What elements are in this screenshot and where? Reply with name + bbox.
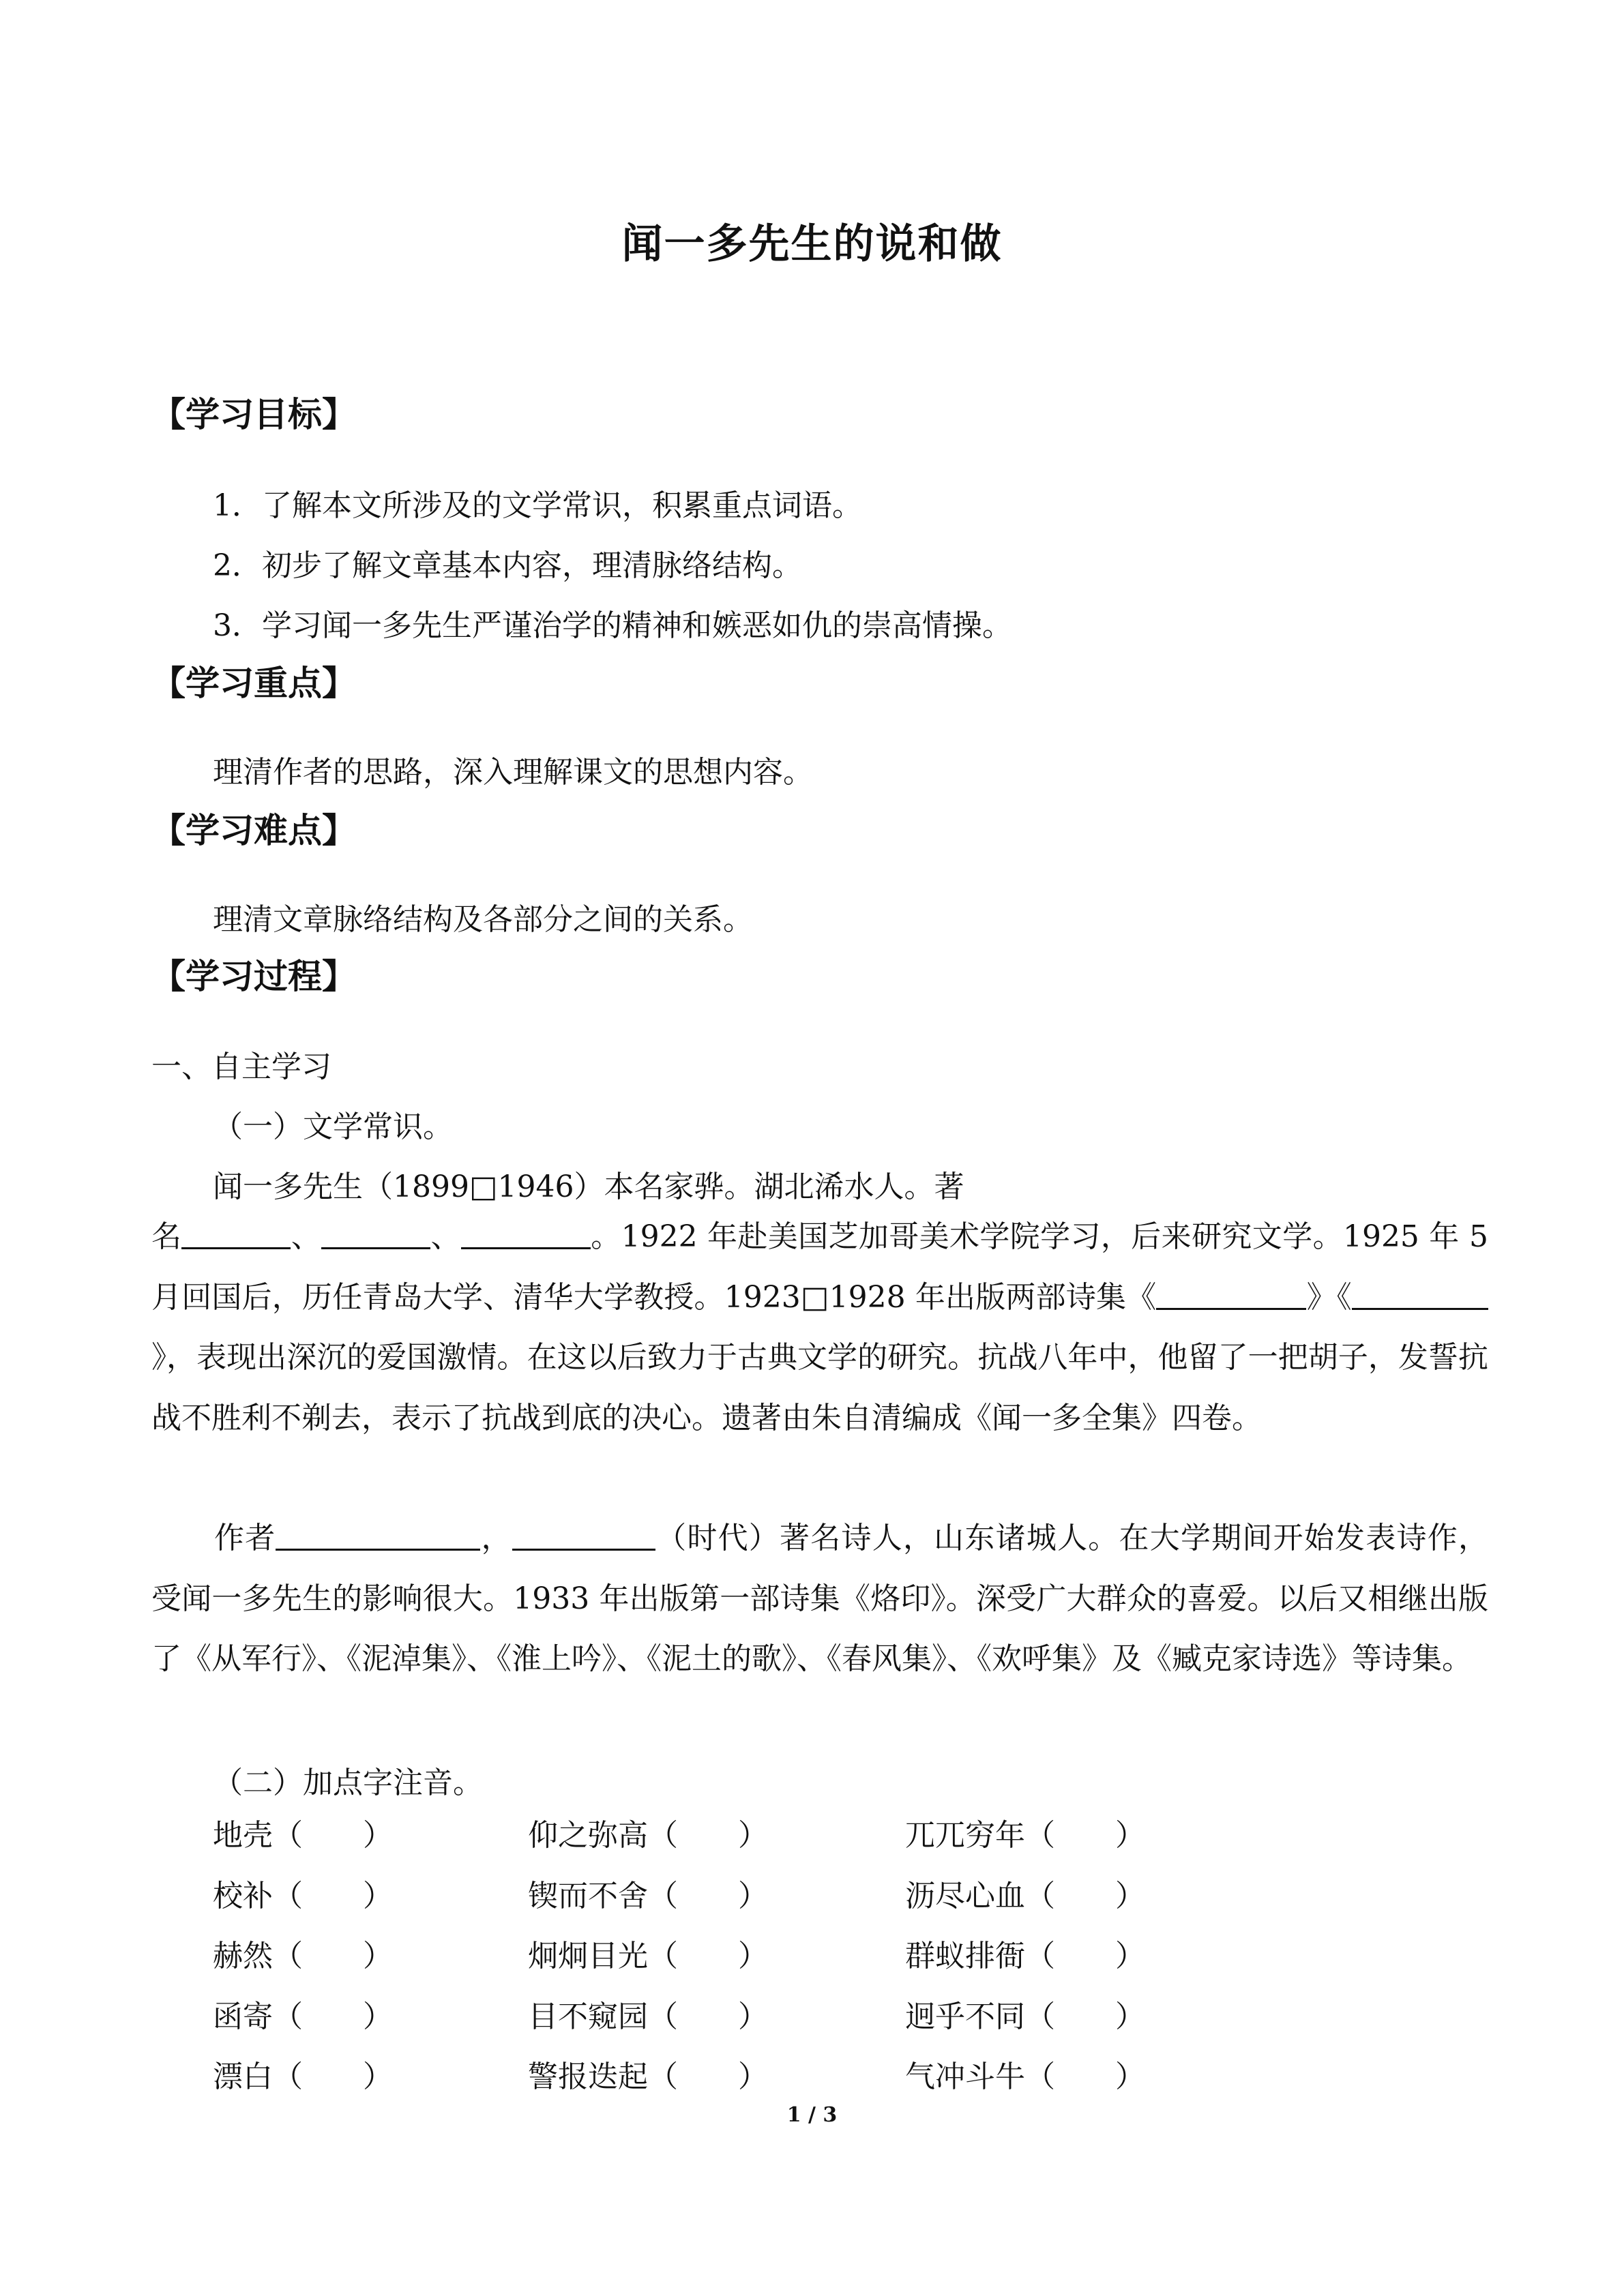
pinyin-item: 地壳（ ） (213, 1818, 393, 1853)
objective-item: 1．了解本文所涉及的文学常识，积累重点词语。 (213, 488, 862, 523)
difficulties-heading: 【学习难点】 (151, 811, 356, 850)
fill-blank[interactable] (512, 1521, 655, 1551)
pinyin-row (213, 1931, 1372, 1992)
paragraph-text: ， (480, 1521, 512, 1555)
pinyin-item: 迥乎不同（ ） (905, 1999, 1145, 2034)
pinyin-section-title: （二）加点字注音。 (213, 1765, 483, 1800)
paragraph-text: 》，表现出深沉的爱国激情。在这以后致力于古典文学的研究。抗战八年中，他留了一把胡子，发誓抗战不胜利不剃去，表示了抗战到底的决心。遗著由朱自清编成《闻一多全集》四卷。 (151, 1340, 1488, 1435)
objective-item: 2．初步了解文章基本内容，理清脉络结构。 (213, 548, 802, 583)
pinyin-item: 沥尽心血（ ） (905, 1878, 1145, 1913)
page-number: 1 / 3 (786, 2103, 838, 2127)
paragraph-text: 。1922 年赴美国芝加哥美术学院学习，后来研究文学。1925 年 5 月回国后，历任青岛大学、清华大学教授。1923□1928 年出版两部诗集《 (151, 1219, 1489, 1315)
process-heading: 【学习过程】 (151, 957, 356, 996)
paragraph-text: 、 (430, 1219, 461, 1254)
pinyin-item: 漂白（ ） (213, 2059, 393, 2094)
pinyin-exercise-grid (213, 1810, 1372, 2113)
document-title: 闻一多先生的说和做 (621, 220, 1003, 268)
fill-blank[interactable] (461, 1220, 591, 1249)
pinyin-item: 警报迭起（ ） (528, 2059, 768, 2094)
pinyin-item: 群蚁排衙（ ） (905, 1939, 1145, 1973)
paragraph-text: 作者 (214, 1521, 276, 1555)
pinyin-item: 气冲斗牛（ ） (905, 2059, 1145, 2094)
pinyin-item: 赫然（ ） (213, 1939, 393, 1973)
paragraph-text: 》《 (1306, 1279, 1352, 1315)
paragraph-text: 、 (291, 1219, 322, 1254)
objectives-heading: 【学习目标】 (151, 395, 356, 434)
fill-blank[interactable] (181, 1220, 291, 1249)
paragraph-text: 名 (151, 1219, 182, 1254)
paragraph-text: （时代）著名诗人，山东诸城人。在大学期间开始发表诗作，受闻一多先生的影响很大。1933 年出版第一部诗集《烙印》。深受广大群众的喜爱。以后又相继出版了《从军行》、《泥淖集》、《淮上吟》、《泥土的歌》、《春风集》、《欢呼集》及《臧克家诗选》等诗集。 (151, 1521, 1489, 1676)
fill-blank[interactable] (321, 1220, 430, 1249)
part-one-title: 一、自主学习 (151, 1049, 331, 1084)
zang-kejia-paragraph (151, 1508, 1488, 1690)
key-points-text: 理清作者的思路，深入理解课文的思想内容。 (213, 755, 813, 790)
pinyin-row (213, 1810, 1372, 1871)
literary-knowledge-title: （一）文学常识。 (213, 1109, 453, 1144)
pinyin-item: 函寄（ ） (213, 1999, 393, 2034)
objective-item: 3．学习闻一多先生严谨治学的精神和嫉恶如仇的崇高情操。 (213, 608, 1012, 643)
fill-blank[interactable] (1156, 1281, 1306, 1310)
fill-blank[interactable] (1352, 1281, 1488, 1310)
pinyin-item: 目不窥园（ ） (528, 1999, 768, 2034)
wen-yiduo-paragraph (151, 1207, 1488, 1448)
pinyin-item: 炯炯目光（ ） (528, 1939, 768, 1973)
difficulties-text: 理清文章脉络结构及各部分之间的关系。 (213, 902, 753, 937)
pinyin-item: 锲而不舍（ ） (528, 1878, 768, 1913)
pinyin-row (213, 1992, 1372, 2053)
key-points-heading: 【学习重点】 (151, 664, 356, 703)
wen-yiduo-intro-line: 闻一多先生（1899□1946）本名家骅。湖北浠水人。著 (213, 1169, 964, 1204)
pinyin-item: 仰之弥高（ ） (528, 1818, 768, 1853)
pinyin-item: 校补（ ） (213, 1878, 393, 1913)
pinyin-row (213, 1871, 1372, 1932)
pinyin-item: 兀兀穷年（ ） (905, 1818, 1145, 1853)
fill-blank[interactable] (276, 1521, 480, 1551)
